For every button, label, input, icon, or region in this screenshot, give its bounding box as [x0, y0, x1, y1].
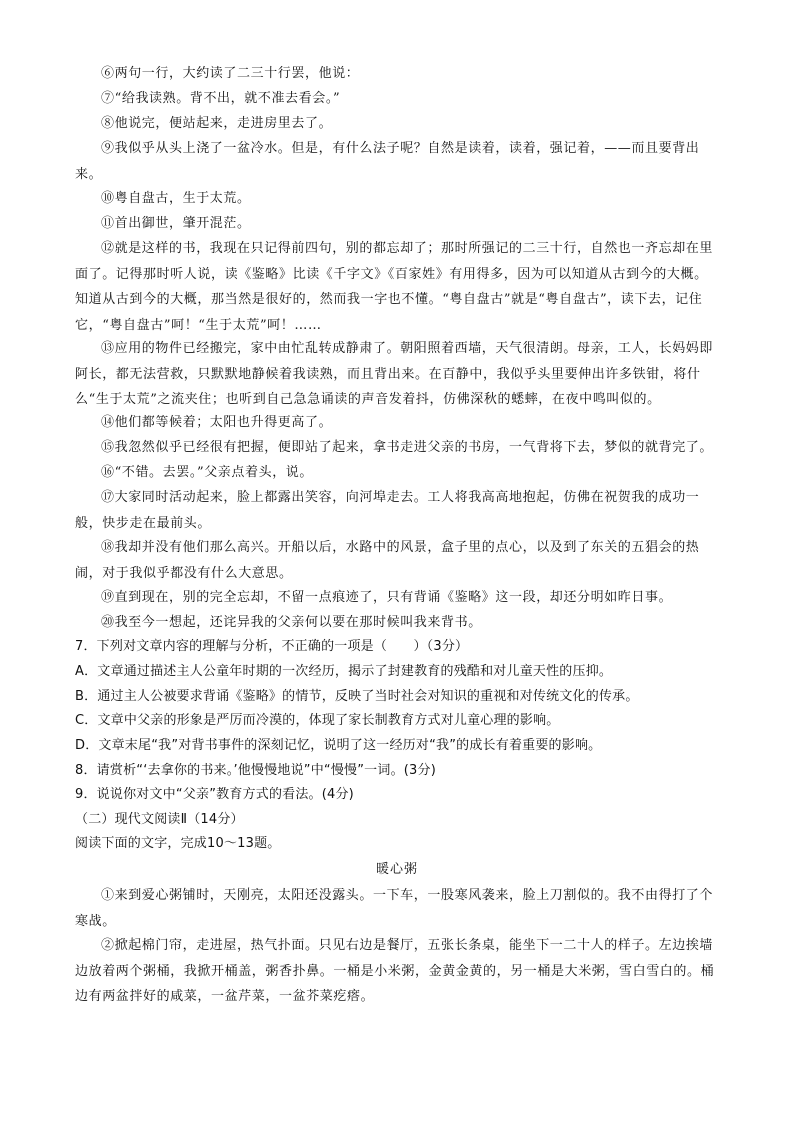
article-paragraph-2: ②掀起棉门帘，走进屋，热气扑面。只见右边是餐厅，五张长条桌，能坐下一二十人的样子。左边挨墙边放着两个粥桶，我掀开桶盖，粥香扑鼻。一桶是小米粥，金黄金黄的，另一桶是大米粥，雪白雪白的。桶边有两盆拌好的咸菜，一盆芹菜，一盆芥菜疙瘩。	[75, 938, 715, 1004]
section-instruction: 阅读下面的文字，完成10～13题。	[75, 836, 281, 851]
question-7-option-c: C．文章中父亲的形象是严厉而冷漠的，体现了家长制教育方式对儿童心理的影响。	[75, 713, 560, 728]
paragraph-13: ⑬应用的物件已经搬完，家中由忙乱转成静肃了。朝阳照着西墙，天气很清朗。母亲，工人，长妈妈即阿长，都无法营救，只默默地静候着我读熟，而且背出来。在百静中，我似乎头里要伸出许多铁钳，将什么“生于太荒”之流夹住；也听到自己急急诵读的声音发着抖，仿佛深秋的蟋蟀，在夜中鸣叫似的。	[75, 341, 714, 407]
article-title: 暖心粥	[375, 862, 418, 877]
question-8: 8．请赏析“‘去拿你的书来。’他慢慢地说”中“慢慢”一词。(3分)	[75, 763, 436, 778]
question-7-option-b: B．通过主人公被要求背诵《鉴略》的情节，反映了当时社会对知识的重视和对传统文化的传承。	[75, 689, 639, 704]
paragraph-15: ⑮我忽然似乎已经很有把握，便即站了起来，拿书走进父亲的书房，一气背将下去，梦似的就背完了。	[101, 440, 714, 455]
paragraph-17: ⑰大家同时活动起来，脸上都露出笑容，向河埠走去。工人将我高高地抱起，仿佛在祝贺我的成功一般，快步走在最前头。	[75, 490, 700, 531]
question-9: 9．说说你对文中“父亲”教育方式的看法。(4分)	[75, 787, 354, 802]
section-heading: （二）现代文阅读Ⅱ（14分）	[75, 812, 244, 827]
question-7: 7．下列对文章内容的理解与分析，不正确的一项是（ ）（3分）	[75, 639, 469, 654]
paragraph-11: ⑪首出御世，肇开混茫。	[101, 216, 251, 231]
paragraph-18: ⑱我却并没有他们那么高兴。开船以后，水路中的风景，盒子里的点心，以及到了东关的五猖会的热闹，对于我似乎都没有什么大意思。	[75, 540, 700, 581]
question-7-option-a: A．文章通过描述主人公童年时期的一次经历，揭示了封建教育的残酷和对儿童天性的压抑。	[75, 664, 613, 679]
paragraph-19: ⑲直到现在，别的完全忘却，不留一点痕迹了，只有背诵《鉴略》这一段，却还分明如昨日事。	[101, 590, 673, 605]
question-7-option-d: D．文章末尾“我”对背书事件的深刻记忆，说明了这一经历对“我”的成长有着重要的影响。	[75, 738, 602, 753]
paragraph-20: ⑳我至今一想起，还诧异我的父亲何以要在那时候叫我来背书。	[101, 615, 482, 630]
paragraph-9: ⑨我似乎从头上浇了一盆冷水。但是，有什么法子呢？自然是读着，读着，强记着，——而且要背出来。	[75, 141, 700, 182]
paragraph-16: ⑯“不错。去罢。”父亲点着头，说。	[101, 465, 313, 480]
paragraph-7: ⑦“给我读熟。背不出，就不准去看会。”	[101, 91, 341, 106]
paragraph-12: ⑫就是这样的书，我现在只记得前四句，别的都忘却了；那时所强记的二三十行，自然也一齐忘却在里面了。记得那时听人说，读《鉴略》比读《千字文》《百家姓》有用得多，因为可以知道从古到今的大概。知道从古到今的大概，那当然是很好的，然而我一字也不懂。“粤自盘古”就是“粤自盘古”，读下去，记住它，“粤自盘古”呵！“生于太荒”呵！……	[75, 241, 714, 333]
paragraph-14: ⑭他们都等候着；太阳也升得更高了。	[101, 415, 333, 430]
paragraph-6: ⑥两句一行，大约读了二三十行罢，他说：	[101, 66, 360, 81]
paragraph-10: ⑩粤自盘古，生于太荒。	[101, 191, 251, 206]
article-paragraph-1: ①来到爱心粥铺时，天刚亮，太阳还没露头。一下车，一股寒风袭来，脸上刀割似的。我不由得打了个寒战。	[75, 888, 714, 929]
paragraph-8: ⑧他说完，便站起来，走进房里去了。	[101, 116, 333, 131]
